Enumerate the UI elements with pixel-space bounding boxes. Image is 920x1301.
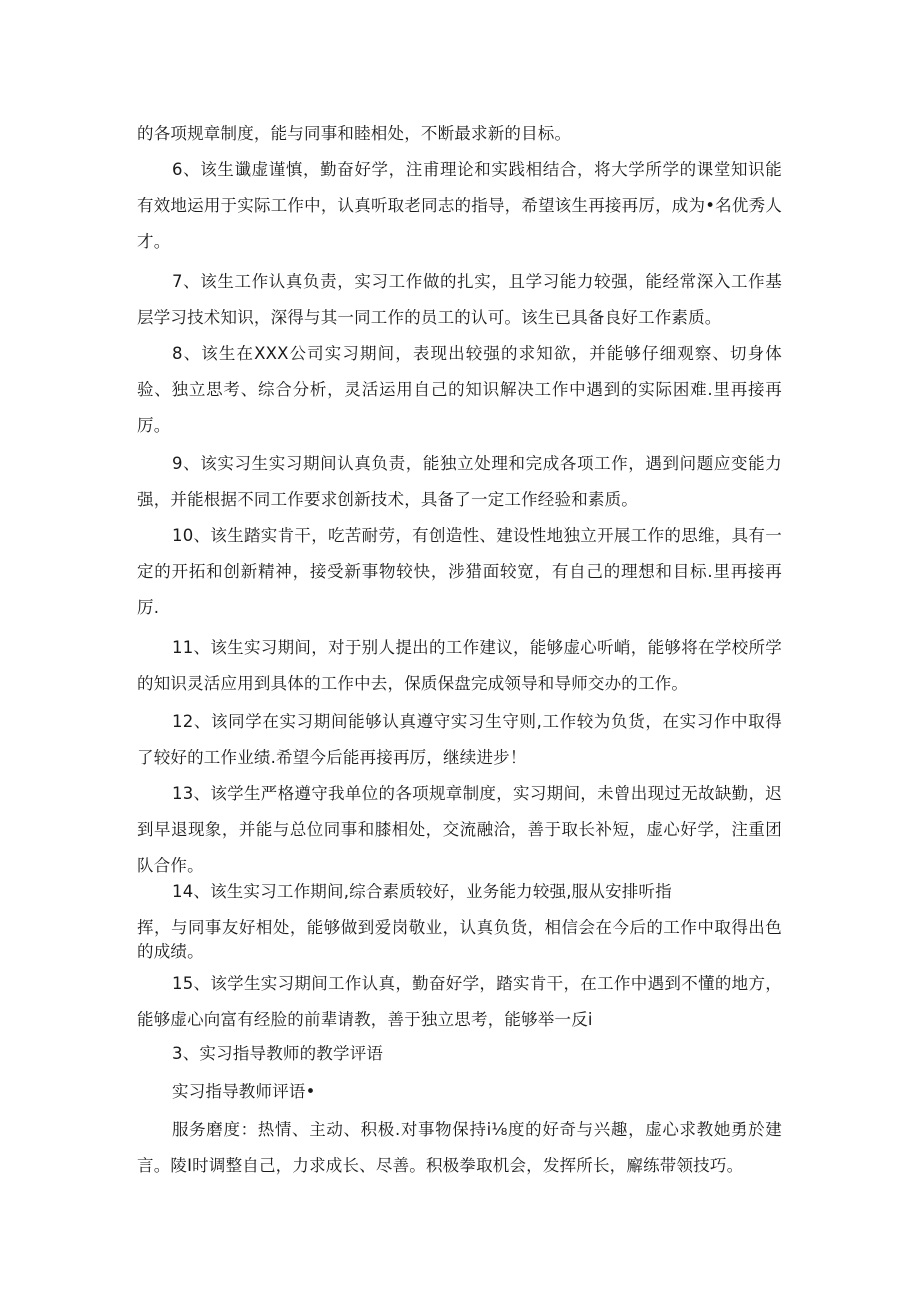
section-heading-teacher-comments: 3、实习指导教师的教学评语	[172, 1044, 384, 1063]
paragraph-item-12: 12、该同学在实习期间能够认真遵守实习生守则,工作较为负货，在实习作中取得了较好的工作业绩.希望今后能再接再厉，继续进步！	[137, 712, 782, 767]
paragraph-item-7: 7、该生工作认真负责，实习工作做的扎实，且学习能力较强，能经常深入工作基层学习技术知识，深得与其一同工作的员工的认可。该生已具备良好工作素质。	[137, 272, 782, 327]
paragraph-item-6: 6、该生谶虚谨慎，勤奋好学，注甫理论和实践相结合，将大学所学的课堂知识能有效地运用于实际工作中，认真听取老同志的指导，希望该生再接再厉，成为•名优秀人才。	[137, 160, 782, 251]
paragraph-item-14-first-line: 14、该生实习工作期间,综合素质较好，业务能力较强,服从安排听指	[172, 882, 672, 901]
paragraph-item-14-continuation: 挥，与同事友好相处，能够做到爱岗敬业，认真负货，相信会在今后的工作中取得出色的成绩。	[137, 918, 782, 961]
paragraph-item-15: 15、该学生实习期间工作认真，勤奋好学，踏实肯干，在工作中遇到不懂的地方，能够虚心向富有经脸的前辈请教，善于独立思考，能够举一反i	[137, 974, 782, 1029]
paragraph-item-10: 10、该生踏实肯干，吃苦耐劳，有创造性、建设性地独立开展工作的思维，具有一定的开拓和创新精神，接受新事物较快，涉猎面较宽，有自己的理想和目标.里再接再厉.	[137, 526, 782, 617]
paragraph-item-8: 8、该生在XXX公司实习期间，表现出较强的求知欲，并能够仔细观察、切身体验、独立思考、综合分析，灵活运用自己的知识解决工作中遇到的实际困难.里再接再厉。	[137, 344, 782, 435]
paragraph-service-attitude: 服务磨度：热情、主动、积极.对事物保持i⅛度的好奇与兴趣，虚心求教她勇於建言。陵I时调整自己，力求成长、尽善。积极拳取机会，发挥所长，廨练带领技巧。	[137, 1120, 782, 1175]
paragraph-item-9: 9、该实习生实习期间认真负责，能独立处理和完成各项工作，遇到问题应变能力强，并能根据不同工作要求创新技术，具备了一定工作经验和素质。	[137, 454, 782, 509]
paragraph-item-13: 13、该学生严格遵守我单位的各项规章制度，实习期间，未曾出现过无故缺勤，迟到早退现象，并能与总位同事和膝相处，交流融洽，善于取长补短，虚心好学，注重团队合作。	[137, 784, 782, 875]
paragraph-continuation: 的各项规章制度，能与同事和睦相处，不断最求新的目标。	[137, 124, 572, 143]
subheading-teacher-comments: 实习指导教师评语•	[172, 1082, 316, 1101]
paragraph-item-11: 11、该生实习期间，对于别人提出的工作建议，能够虚心听峭，能够将在学校所学的知识灵活应用到具体的工作中去，保质保盘完成领导和导师交办的工作。	[137, 638, 782, 693]
